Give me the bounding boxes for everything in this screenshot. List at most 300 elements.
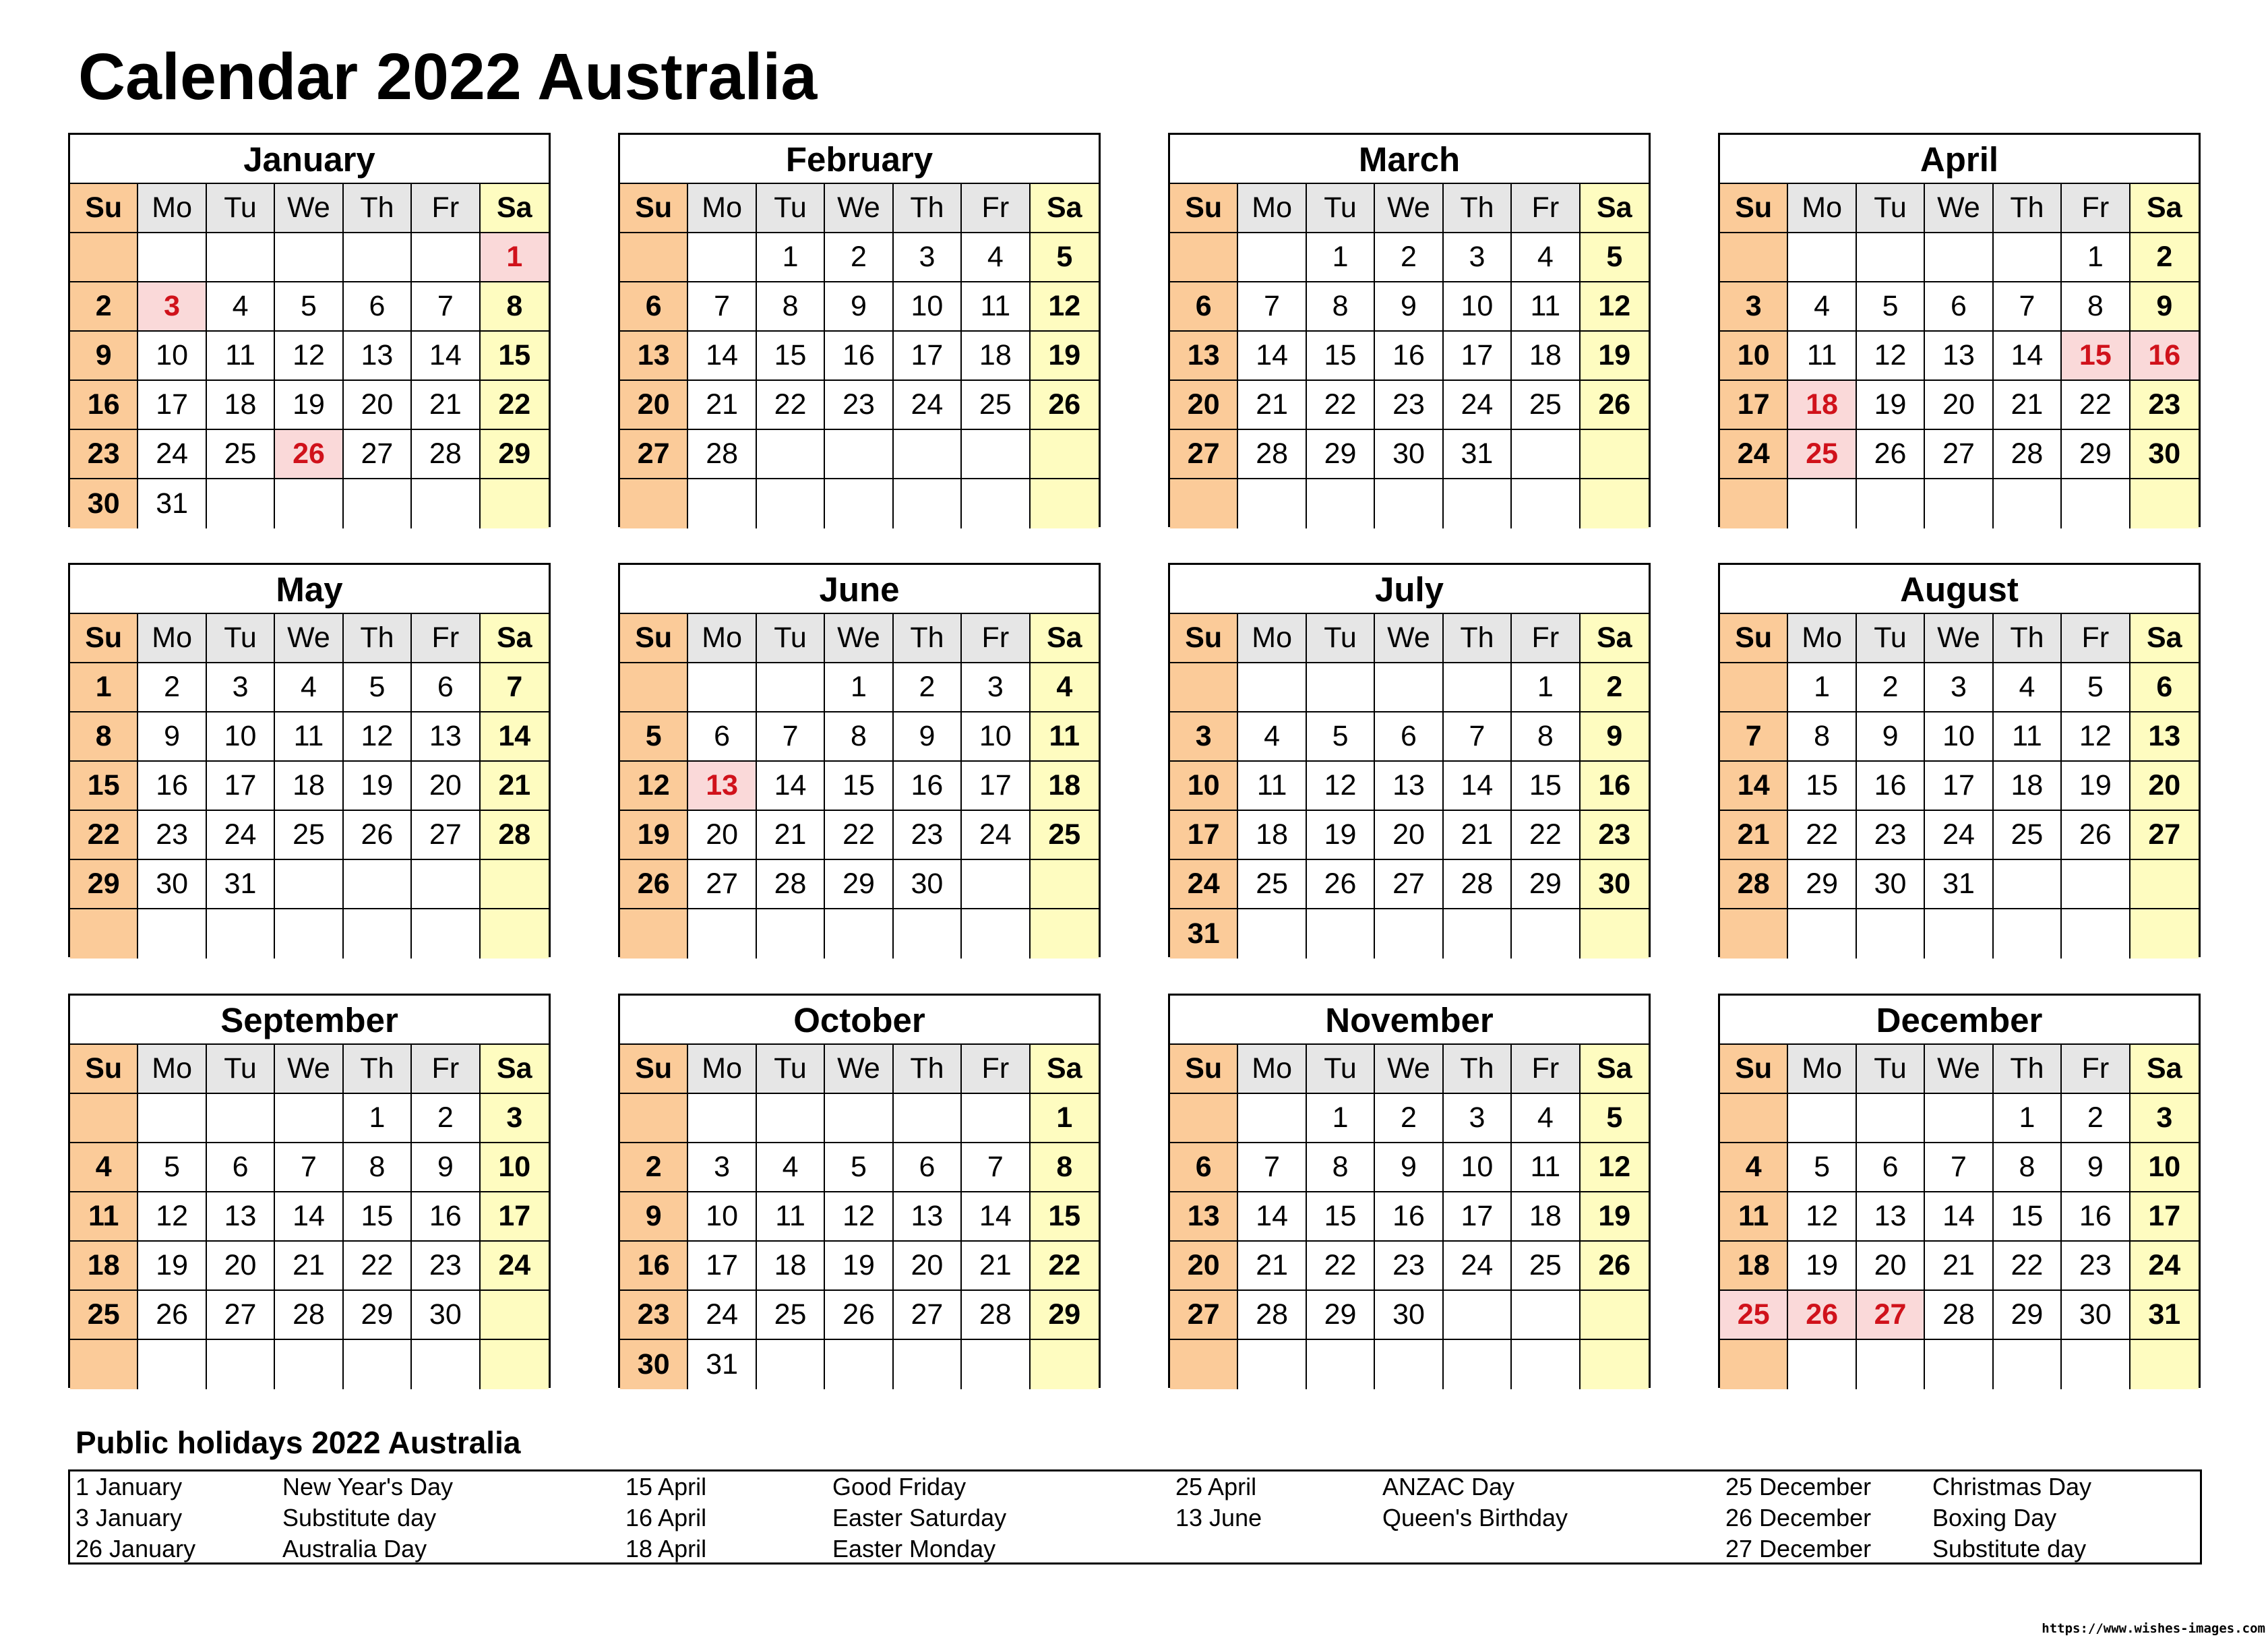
empty-day-cell bbox=[275, 233, 343, 282]
day-cell: 12 bbox=[825, 1192, 893, 1242]
day-cell: 6 bbox=[620, 282, 688, 332]
day-cell: 18 bbox=[70, 1242, 138, 1291]
empty-day-cell bbox=[1994, 233, 2062, 282]
day-cell: 10 bbox=[1444, 282, 1512, 332]
day-cell: 11 bbox=[1031, 712, 1099, 762]
weekday-header: Th bbox=[344, 184, 412, 233]
empty-day-cell bbox=[894, 430, 962, 479]
empty-day-cell bbox=[1581, 479, 1649, 528]
empty-day-cell bbox=[962, 479, 1030, 528]
day-cell: 5 bbox=[1857, 282, 1925, 332]
day-cell: 21 bbox=[1994, 381, 2062, 430]
day-cell: 14 bbox=[1720, 762, 1788, 811]
weekday-header: Th bbox=[344, 1045, 412, 1094]
holiday-day-cell: 13 bbox=[688, 762, 756, 811]
day-cell: 13 bbox=[620, 332, 688, 381]
day-cell: 15 bbox=[1994, 1192, 2062, 1242]
month-grid bbox=[1720, 184, 2199, 528]
empty-day-cell bbox=[1925, 233, 1993, 282]
day-cell: 15 bbox=[1307, 332, 1375, 381]
day-cell: 4 bbox=[1512, 1094, 1580, 1143]
weekday-header: Mo bbox=[1788, 1045, 1856, 1094]
month-grid bbox=[70, 1045, 549, 1389]
day-cell: 23 bbox=[2131, 381, 2199, 430]
empty-day-cell bbox=[207, 1340, 275, 1389]
empty-day-cell bbox=[1031, 909, 1099, 959]
weekday-header: Th bbox=[1994, 614, 2062, 663]
day-cell: 14 bbox=[1238, 332, 1306, 381]
empty-day-cell bbox=[1857, 909, 1925, 959]
day-cell: 28 bbox=[1720, 860, 1788, 909]
day-cell: 17 bbox=[207, 762, 275, 811]
day-cell: 8 bbox=[1512, 712, 1580, 762]
holiday-name: Substitute day bbox=[1932, 1535, 2087, 1562]
day-cell: 22 bbox=[1512, 811, 1580, 860]
weekday-header: Su bbox=[1720, 184, 1788, 233]
day-cell: 28 bbox=[1238, 430, 1306, 479]
day-cell: 16 bbox=[894, 762, 962, 811]
day-cell: 24 bbox=[962, 811, 1030, 860]
day-cell: 1 bbox=[1307, 1094, 1375, 1143]
day-cell: 24 bbox=[481, 1242, 549, 1291]
day-cell: 10 bbox=[688, 1192, 756, 1242]
day-cell: 29 bbox=[1788, 860, 1856, 909]
day-cell: 22 bbox=[481, 381, 549, 430]
weekday-header: Su bbox=[620, 184, 688, 233]
day-cell: 15 bbox=[344, 1192, 412, 1242]
day-cell: 9 bbox=[1581, 712, 1649, 762]
day-cell: 24 bbox=[1925, 811, 1993, 860]
day-cell: 13 bbox=[207, 1192, 275, 1242]
day-cell: 7 bbox=[1720, 712, 1788, 762]
day-cell: 28 bbox=[1444, 860, 1512, 909]
day-cell: 6 bbox=[412, 663, 480, 712]
day-cell: 5 bbox=[1581, 233, 1649, 282]
day-cell: 31 bbox=[688, 1340, 756, 1389]
day-cell: 9 bbox=[1375, 1143, 1443, 1192]
day-cell: 22 bbox=[1307, 1242, 1375, 1291]
holiday-day-cell: 25 bbox=[1720, 1291, 1788, 1340]
day-cell: 25 bbox=[70, 1291, 138, 1340]
month-name: January bbox=[70, 135, 549, 184]
day-cell: 14 bbox=[688, 332, 756, 381]
day-cell: 30 bbox=[1375, 1291, 1443, 1340]
empty-day-cell bbox=[2131, 909, 2199, 959]
day-cell: 17 bbox=[894, 332, 962, 381]
empty-day-cell bbox=[688, 479, 756, 528]
day-cell: 29 bbox=[1307, 1291, 1375, 1340]
day-cell: 27 bbox=[344, 430, 412, 479]
day-cell: 9 bbox=[894, 712, 962, 762]
empty-day-cell bbox=[412, 233, 480, 282]
day-cell: 27 bbox=[412, 811, 480, 860]
day-cell: 19 bbox=[1788, 1242, 1856, 1291]
day-cell: 9 bbox=[620, 1192, 688, 1242]
empty-day-cell bbox=[620, 479, 688, 528]
day-cell: 12 bbox=[1857, 332, 1925, 381]
day-cell: 15 bbox=[1031, 1192, 1099, 1242]
day-cell: 3 bbox=[1444, 1094, 1512, 1143]
day-cell: 7 bbox=[481, 663, 549, 712]
day-cell: 9 bbox=[412, 1143, 480, 1192]
day-cell: 2 bbox=[2062, 1094, 2130, 1143]
empty-day-cell bbox=[962, 1094, 1030, 1143]
day-cell: 5 bbox=[138, 1143, 206, 1192]
day-cell: 13 bbox=[2131, 712, 2199, 762]
month-grid bbox=[620, 184, 1099, 528]
empty-day-cell bbox=[481, 479, 549, 528]
empty-day-cell bbox=[894, 909, 962, 959]
day-cell: 11 bbox=[1512, 1143, 1580, 1192]
empty-day-cell bbox=[1444, 479, 1512, 528]
holiday-day-cell: 1 bbox=[481, 233, 549, 282]
day-cell: 20 bbox=[1375, 811, 1443, 860]
empty-day-cell bbox=[1788, 233, 1856, 282]
empty-day-cell bbox=[757, 909, 825, 959]
day-cell: 7 bbox=[412, 282, 480, 332]
empty-day-cell bbox=[894, 1094, 962, 1143]
day-cell: 12 bbox=[275, 332, 343, 381]
day-cell: 24 bbox=[1444, 1242, 1512, 1291]
weekday-header: Su bbox=[620, 614, 688, 663]
day-cell: 4 bbox=[1720, 1143, 1788, 1192]
day-cell: 7 bbox=[1994, 282, 2062, 332]
day-cell: 1 bbox=[1994, 1094, 2062, 1143]
month-october bbox=[618, 994, 1101, 1388]
weekday-header: Sa bbox=[481, 1045, 549, 1094]
empty-day-cell bbox=[620, 233, 688, 282]
day-cell: 21 bbox=[1238, 1242, 1306, 1291]
day-cell: 15 bbox=[70, 762, 138, 811]
weekday-header: We bbox=[1375, 614, 1443, 663]
day-cell: 30 bbox=[894, 860, 962, 909]
empty-day-cell bbox=[825, 1340, 893, 1389]
empty-day-cell bbox=[757, 1340, 825, 1389]
empty-day-cell bbox=[620, 1094, 688, 1143]
empty-day-cell bbox=[1512, 1340, 1580, 1389]
day-cell: 3 bbox=[894, 233, 962, 282]
day-cell: 31 bbox=[207, 860, 275, 909]
weekday-header: Tu bbox=[1857, 614, 1925, 663]
day-cell: 11 bbox=[757, 1192, 825, 1242]
day-cell: 21 bbox=[757, 811, 825, 860]
day-cell: 2 bbox=[2131, 233, 2199, 282]
day-cell: 12 bbox=[1581, 282, 1649, 332]
day-cell: 15 bbox=[757, 332, 825, 381]
weekday-header: Sa bbox=[1581, 614, 1649, 663]
empty-day-cell bbox=[1720, 1094, 1788, 1143]
empty-day-cell bbox=[1307, 1340, 1375, 1389]
holiday-day-cell: 26 bbox=[1788, 1291, 1856, 1340]
day-cell: 24 bbox=[1720, 430, 1788, 479]
day-cell: 18 bbox=[1720, 1242, 1788, 1291]
day-cell: 13 bbox=[894, 1192, 962, 1242]
month-september bbox=[68, 994, 551, 1388]
day-cell: 16 bbox=[70, 381, 138, 430]
weekday-header: We bbox=[1925, 614, 1993, 663]
day-cell: 28 bbox=[481, 811, 549, 860]
weekday-header: Mo bbox=[1238, 614, 1306, 663]
weekday-header: Fr bbox=[412, 614, 480, 663]
day-cell: 31 bbox=[2131, 1291, 2199, 1340]
weekday-header: Fr bbox=[412, 184, 480, 233]
day-cell: 22 bbox=[70, 811, 138, 860]
day-cell: 10 bbox=[481, 1143, 549, 1192]
day-cell: 2 bbox=[1857, 663, 1925, 712]
empty-day-cell bbox=[1994, 909, 2062, 959]
day-cell: 4 bbox=[207, 282, 275, 332]
weekday-header: Sa bbox=[481, 184, 549, 233]
weekday-header: Su bbox=[70, 184, 138, 233]
holiday-day-cell: 18 bbox=[1788, 381, 1856, 430]
day-cell: 2 bbox=[1581, 663, 1649, 712]
weekday-header: Fr bbox=[962, 184, 1030, 233]
day-cell: 21 bbox=[688, 381, 756, 430]
day-cell: 9 bbox=[138, 712, 206, 762]
empty-day-cell bbox=[1994, 479, 2062, 528]
empty-day-cell bbox=[1857, 1340, 1925, 1389]
day-cell: 22 bbox=[825, 811, 893, 860]
day-cell: 27 bbox=[894, 1291, 962, 1340]
day-cell: 1 bbox=[70, 663, 138, 712]
weekday-header: Mo bbox=[138, 1045, 206, 1094]
weekday-header: Th bbox=[1444, 184, 1512, 233]
day-cell: 10 bbox=[138, 332, 206, 381]
month-name: October bbox=[620, 996, 1099, 1045]
holiday-date: 1 January bbox=[75, 1473, 183, 1500]
weekday-header: Fr bbox=[2062, 184, 2130, 233]
weekday-header: Sa bbox=[1031, 1045, 1099, 1094]
empty-day-cell bbox=[1375, 1340, 1443, 1389]
day-cell: 27 bbox=[620, 430, 688, 479]
day-cell: 28 bbox=[962, 1291, 1030, 1340]
weekday-header: Th bbox=[894, 614, 962, 663]
day-cell: 7 bbox=[1925, 1143, 1993, 1192]
day-cell: 26 bbox=[1857, 430, 1925, 479]
day-cell: 2 bbox=[620, 1143, 688, 1192]
day-cell: 21 bbox=[275, 1242, 343, 1291]
day-cell: 8 bbox=[1307, 1143, 1375, 1192]
day-cell: 29 bbox=[344, 1291, 412, 1340]
day-cell: 23 bbox=[70, 430, 138, 479]
weekday-header: Fr bbox=[412, 1045, 480, 1094]
day-cell: 30 bbox=[70, 479, 138, 528]
day-cell: 1 bbox=[1788, 663, 1856, 712]
empty-day-cell bbox=[275, 479, 343, 528]
day-cell: 19 bbox=[1307, 811, 1375, 860]
day-cell: 26 bbox=[825, 1291, 893, 1340]
day-cell: 21 bbox=[962, 1242, 1030, 1291]
empty-day-cell bbox=[620, 909, 688, 959]
day-cell: 20 bbox=[1925, 381, 1993, 430]
weekday-header: We bbox=[825, 614, 893, 663]
day-cell: 15 bbox=[1788, 762, 1856, 811]
day-cell: 20 bbox=[688, 811, 756, 860]
empty-day-cell bbox=[2062, 860, 2130, 909]
day-cell: 28 bbox=[688, 430, 756, 479]
day-cell: 4 bbox=[275, 663, 343, 712]
day-cell: 25 bbox=[1994, 811, 2062, 860]
day-cell: 13 bbox=[1170, 1192, 1238, 1242]
day-cell: 8 bbox=[70, 712, 138, 762]
month-grid bbox=[1720, 1045, 2199, 1389]
empty-day-cell bbox=[344, 479, 412, 528]
day-cell: 3 bbox=[688, 1143, 756, 1192]
day-cell: 16 bbox=[412, 1192, 480, 1242]
day-cell: 15 bbox=[481, 332, 549, 381]
empty-day-cell bbox=[1720, 479, 1788, 528]
empty-day-cell bbox=[688, 663, 756, 712]
empty-day-cell bbox=[207, 479, 275, 528]
weekday-header: Tu bbox=[1857, 1045, 1925, 1094]
month-grid bbox=[70, 614, 549, 959]
empty-day-cell bbox=[275, 1340, 343, 1389]
day-cell: 20 bbox=[894, 1242, 962, 1291]
day-cell: 8 bbox=[481, 282, 549, 332]
day-cell: 27 bbox=[1375, 860, 1443, 909]
empty-day-cell bbox=[962, 860, 1030, 909]
month-july bbox=[1168, 563, 1651, 957]
holiday-day-cell: 25 bbox=[1788, 430, 1856, 479]
day-cell: 9 bbox=[1375, 282, 1443, 332]
day-cell: 24 bbox=[2131, 1242, 2199, 1291]
month-name: March bbox=[1170, 135, 1649, 184]
day-cell: 24 bbox=[1170, 860, 1238, 909]
day-cell: 3 bbox=[962, 663, 1030, 712]
empty-day-cell bbox=[1581, 1291, 1649, 1340]
weekday-header: Sa bbox=[2131, 184, 2199, 233]
day-cell: 2 bbox=[825, 233, 893, 282]
day-cell: 29 bbox=[70, 860, 138, 909]
empty-day-cell bbox=[688, 1094, 756, 1143]
holiday-name: Good Friday bbox=[832, 1473, 967, 1500]
weekday-header: We bbox=[825, 184, 893, 233]
day-cell: 29 bbox=[1512, 860, 1580, 909]
day-cell: 25 bbox=[207, 430, 275, 479]
day-cell: 21 bbox=[412, 381, 480, 430]
day-cell: 5 bbox=[344, 663, 412, 712]
day-cell: 19 bbox=[2062, 762, 2130, 811]
day-cell: 12 bbox=[344, 712, 412, 762]
holiday-date: 13 June bbox=[1175, 1504, 1262, 1531]
day-cell: 12 bbox=[1788, 1192, 1856, 1242]
empty-day-cell bbox=[481, 1291, 549, 1340]
month-grid bbox=[1170, 184, 1649, 528]
day-cell: 16 bbox=[2062, 1192, 2130, 1242]
day-cell: 31 bbox=[1444, 430, 1512, 479]
weekday-header: Sa bbox=[481, 614, 549, 663]
day-cell: 19 bbox=[620, 811, 688, 860]
day-cell: 9 bbox=[2062, 1143, 2130, 1192]
month-may bbox=[68, 563, 551, 957]
day-cell: 8 bbox=[757, 282, 825, 332]
day-cell: 5 bbox=[275, 282, 343, 332]
day-cell: 11 bbox=[1994, 712, 2062, 762]
day-cell: 26 bbox=[1031, 381, 1099, 430]
day-cell: 28 bbox=[1994, 430, 2062, 479]
page-title: Calendar 2022 Australia bbox=[78, 40, 818, 113]
day-cell: 20 bbox=[207, 1242, 275, 1291]
day-cell: 2 bbox=[70, 282, 138, 332]
day-cell: 2 bbox=[1375, 1094, 1443, 1143]
day-cell: 3 bbox=[2131, 1094, 2199, 1143]
day-cell: 21 bbox=[1238, 381, 1306, 430]
day-cell: 19 bbox=[825, 1242, 893, 1291]
empty-day-cell bbox=[138, 909, 206, 959]
day-cell: 5 bbox=[620, 712, 688, 762]
weekday-header: We bbox=[275, 1045, 343, 1094]
holiday-date: 18 April bbox=[625, 1535, 707, 1562]
day-cell: 25 bbox=[275, 811, 343, 860]
month-grid bbox=[620, 1045, 1099, 1389]
weekday-header: Sa bbox=[1581, 1045, 1649, 1094]
day-cell: 14 bbox=[1994, 332, 2062, 381]
month-name: April bbox=[1720, 135, 2199, 184]
empty-day-cell bbox=[1925, 1340, 1993, 1389]
day-cell: 5 bbox=[1307, 712, 1375, 762]
day-cell: 22 bbox=[1788, 811, 1856, 860]
day-cell: 23 bbox=[825, 381, 893, 430]
day-cell: 30 bbox=[620, 1340, 688, 1389]
month-june bbox=[618, 563, 1101, 957]
month-grid bbox=[1170, 614, 1649, 959]
day-cell: 19 bbox=[1581, 1192, 1649, 1242]
day-cell: 25 bbox=[962, 381, 1030, 430]
month-name: September bbox=[70, 996, 549, 1045]
empty-day-cell bbox=[894, 1340, 962, 1389]
empty-day-cell bbox=[1857, 479, 1925, 528]
day-cell: 6 bbox=[2131, 663, 2199, 712]
day-cell: 18 bbox=[962, 332, 1030, 381]
day-cell: 10 bbox=[207, 712, 275, 762]
weekday-header: Tu bbox=[207, 1045, 275, 1094]
day-cell: 17 bbox=[962, 762, 1030, 811]
empty-day-cell bbox=[1238, 1340, 1306, 1389]
empty-day-cell bbox=[1925, 909, 1993, 959]
month-november bbox=[1168, 994, 1651, 1388]
holiday-date: 26 January bbox=[75, 1535, 196, 1562]
day-cell: 16 bbox=[138, 762, 206, 811]
empty-day-cell bbox=[962, 909, 1030, 959]
day-cell: 10 bbox=[1444, 1143, 1512, 1192]
day-cell: 12 bbox=[1307, 762, 1375, 811]
day-cell: 20 bbox=[344, 381, 412, 430]
empty-day-cell bbox=[275, 860, 343, 909]
empty-day-cell bbox=[1788, 1094, 1856, 1143]
day-cell: 10 bbox=[1170, 762, 1238, 811]
empty-day-cell bbox=[1788, 1340, 1856, 1389]
empty-day-cell bbox=[757, 479, 825, 528]
day-cell: 18 bbox=[1031, 762, 1099, 811]
empty-day-cell bbox=[757, 1094, 825, 1143]
month-name: July bbox=[1170, 565, 1649, 614]
holiday-date: 27 December bbox=[1725, 1535, 1872, 1562]
month-grid bbox=[70, 184, 549, 528]
weekday-header: We bbox=[1375, 1045, 1443, 1094]
day-cell: 7 bbox=[757, 712, 825, 762]
day-cell: 30 bbox=[1581, 860, 1649, 909]
empty-day-cell bbox=[138, 1340, 206, 1389]
weekday-header: Su bbox=[70, 1045, 138, 1094]
weekday-header: Fr bbox=[1512, 184, 1580, 233]
day-cell: 5 bbox=[2062, 663, 2130, 712]
day-cell: 6 bbox=[344, 282, 412, 332]
day-cell: 23 bbox=[620, 1291, 688, 1340]
day-cell: 30 bbox=[138, 860, 206, 909]
day-cell: 2 bbox=[138, 663, 206, 712]
empty-day-cell bbox=[1170, 1094, 1238, 1143]
holiday-date: 16 April bbox=[625, 1504, 707, 1531]
